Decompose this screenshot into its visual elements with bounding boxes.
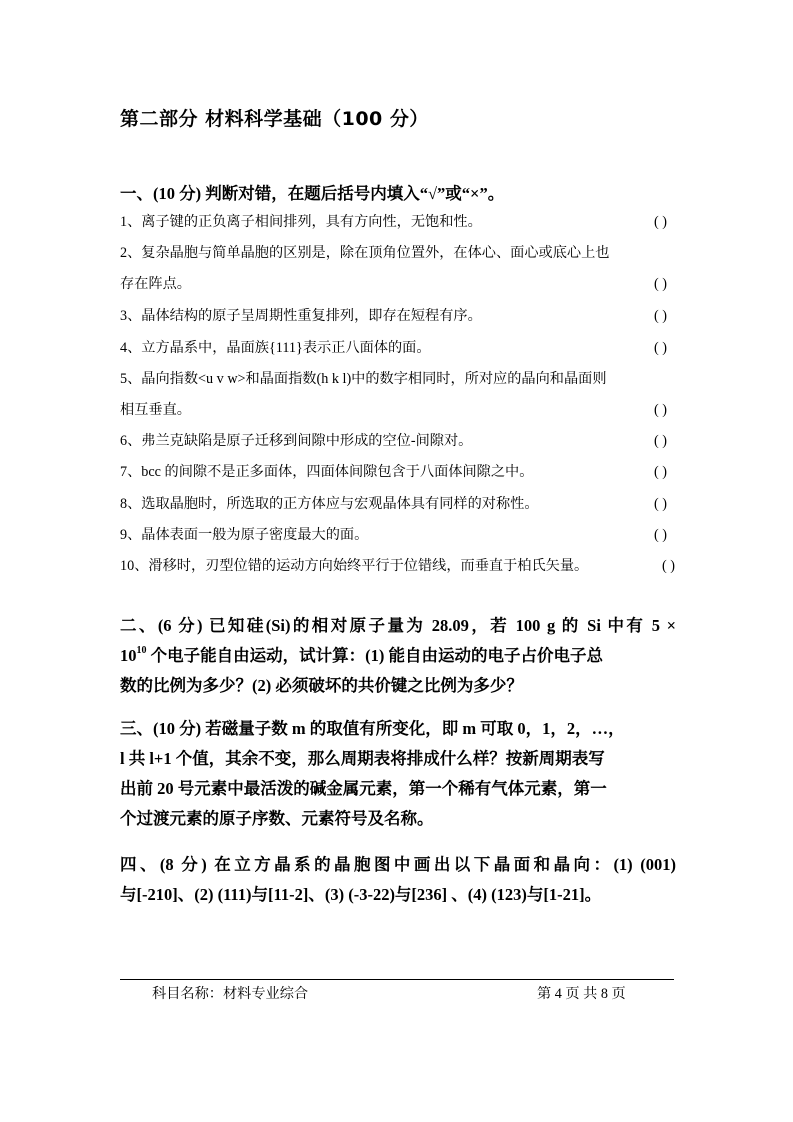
section2-line2-text: 个电子能自由运动，试计算：(1) 能自由运动的电子占价电子总 — [146, 646, 603, 665]
answer-parentheses: ( ) — [654, 340, 667, 356]
answer-parentheses: ( ) — [654, 402, 667, 418]
section3-line1: 三、(10 分) 若磁量子数 m 的取值有所变化，即 m 可取 0，1，2，…， — [120, 719, 625, 738]
section3-line2: l 共 l+1 个值，其余不变，那么周期表将排成什么样？按新周期表写 — [120, 749, 605, 768]
question-text: 10、滑移时，刃型位错的运动方向始终平行于位错线，而垂直于柏氏矢量。 — [120, 558, 589, 574]
answer-parentheses: ( ) — [654, 276, 667, 292]
question-text: 3、晶体结构的原子呈周期性重复排列，即存在短程有序。 — [120, 308, 482, 324]
section2-line1: 二、(6 分) 已知硅(Si)的相对原子量为 28.09，若 100 g 的 Si 中有 5 × — [120, 616, 676, 635]
question-item — [120, 525, 675, 545]
question-item — [120, 494, 675, 514]
answer-parentheses: ( ) — [654, 527, 667, 543]
section4-line1: 四、(8 分) 在立方晶系的晶胞图中画出以下晶面和晶向：(1) (001) — [120, 855, 676, 874]
question-item — [120, 556, 675, 576]
answer-parentheses: ( ) — [654, 433, 667, 449]
footer-page-number: 第 4 页 共 8 页 — [537, 986, 626, 1002]
question-item — [120, 212, 675, 232]
question-text: 8、选取晶胞时，所选取的正方体应与宏观晶体具有同样的对称性。 — [120, 496, 539, 512]
question-text: 4、立方晶系中，晶面族{111}表示正八面体的面。 — [120, 340, 431, 356]
section4-question — [120, 850, 676, 910]
section4-line2: 与[-210]、(2) (111)与[11-2]、(3) (-3-22)与[236] 、(4) (123)与[1-21]。 — [120, 885, 602, 904]
answer-parentheses: ( ) — [654, 464, 667, 480]
power-base: 10 — [120, 646, 137, 665]
power-exponent: 10 — [136, 645, 147, 656]
question-item — [120, 369, 675, 389]
answer-parentheses: ( ) — [654, 496, 667, 512]
question-text: 5、晶向指数<u v w>和晶面指数(h k l)中的数字相同时，所对应的晶向和晶面则 — [120, 371, 607, 387]
question-item — [120, 243, 675, 263]
question-text: 2、复杂晶胞与简单晶胞的区别是，除在顶角位置外，在体心、面心或底心上也 — [120, 245, 610, 261]
question-text: 1、离子键的正负离子相间排列，具有方向性，无饱和性。 — [120, 214, 482, 230]
question-item — [120, 306, 675, 326]
question-text-continued: 存在阵点。 — [120, 276, 191, 292]
answer-parentheses: ( ) — [654, 214, 667, 230]
section3-line4: 个过渡元素的原子序数、元素符号及名称。 — [120, 809, 434, 828]
part-title: 第二部分 材料科学基础（100 分） — [120, 108, 429, 130]
section2-line2 — [120, 641, 676, 671]
question-text-continued: 相互垂直。 — [120, 402, 191, 418]
question-item — [120, 431, 675, 451]
question-text: 9、晶体表面一般为原子密度最大的面。 — [120, 527, 369, 543]
question-item-continuation — [120, 400, 675, 420]
question-text: 6、弗兰克缺陷是原子迁移到间隙中形成的空位-间隙对。 — [120, 433, 473, 449]
answer-parentheses: ( ) — [654, 308, 667, 324]
question-text: 7、bcc 的间隙不是正多面体，四面体间隙包含于八面体间隙之中。 — [120, 464, 534, 480]
answer-parentheses: ( ) — [662, 558, 675, 574]
section1-heading: 一、(10 分) 判断对错，在题后括号内填入“√”或“×”。 — [120, 184, 505, 203]
section2-question — [120, 611, 676, 701]
footer-subject: 科目名称：材料专业综合 — [152, 986, 309, 1002]
question-item — [120, 338, 675, 358]
question-item-continuation — [120, 274, 675, 294]
section3-question — [120, 714, 676, 834]
section2-line3: 数的比例为多少？(2) 必须破坏的共价键之比例为多少？ — [120, 676, 523, 695]
section3-line3: 出前 20 号元素中最活泼的碱金属元素，第一个稀有气体元素，第一 — [120, 779, 607, 798]
question-item — [120, 462, 675, 482]
footer-divider — [120, 979, 674, 980]
